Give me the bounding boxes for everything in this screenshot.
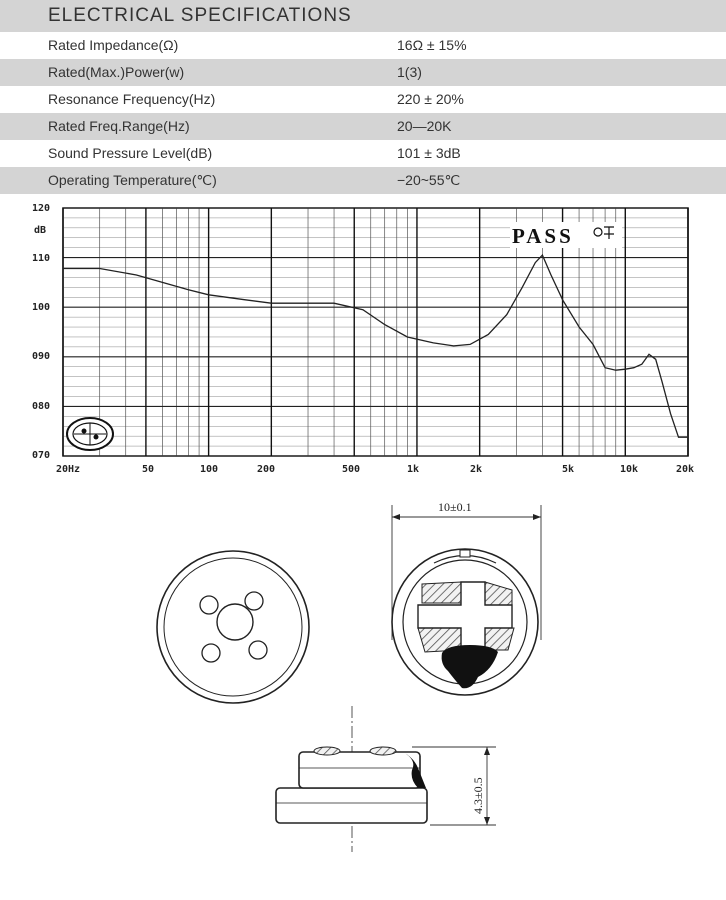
spec-label: Rated Freq.Range(Hz) — [48, 118, 190, 134]
spec-label: Sound Pressure Level(dB) — [48, 145, 213, 161]
y-tick-label: 080 — [32, 401, 51, 412]
x-tick-label: 1k — [407, 464, 420, 475]
speaker-rear-view — [392, 500, 541, 695]
y-tick-label: 070 — [32, 450, 51, 461]
spec-value: 101 ± 3dB — [397, 145, 461, 161]
certification-logo-icon — [67, 418, 113, 450]
frequency-response-chart — [32, 203, 694, 475]
x-tick-label: 5k — [562, 464, 575, 475]
spec-value: 20—20K — [397, 118, 452, 134]
x-tick-label: 100 — [200, 464, 219, 475]
pass-annotation: PASS — [512, 224, 574, 248]
spec-value: 1(3) — [397, 64, 422, 80]
x-tick-label: 2k — [470, 464, 483, 475]
spec-label: Rated(Max.)Power(w) — [48, 64, 185, 80]
x-tick-label: 20Hz — [56, 464, 81, 475]
y-axis-label: dB — [34, 225, 47, 236]
speaker-side-view — [276, 706, 496, 852]
y-tick-label: 090 — [32, 351, 51, 362]
spec-value: 220 ± 20% — [397, 91, 464, 107]
x-tick-label: 20k — [676, 464, 695, 475]
x-tick-label: 200 — [257, 464, 276, 475]
spec-value: −20~55℃ — [397, 172, 461, 188]
height-dimension-label: 4.3±0.5 — [471, 777, 485, 814]
y-tick-label: 120 — [32, 203, 51, 214]
speaker-front-view — [157, 551, 309, 703]
x-tick-label: 500 — [342, 464, 361, 475]
y-tick-label: 100 — [32, 302, 51, 313]
width-dimension-label: 10±0.1 — [438, 500, 472, 514]
spec-label: Rated Impedance(Ω) — [48, 37, 179, 53]
y-tick-label: 110 — [32, 253, 51, 264]
spec-label: Operating Temperature(℃) — [48, 172, 217, 188]
spec-value: 16Ω ± 15% — [397, 37, 467, 53]
x-tick-label: 50 — [142, 464, 155, 475]
spec-label: Resonance Frequency(Hz) — [48, 91, 216, 107]
specs-title: ELECTRICAL SPECIFICATIONS — [48, 5, 352, 26]
x-tick-label: 10k — [620, 464, 639, 475]
